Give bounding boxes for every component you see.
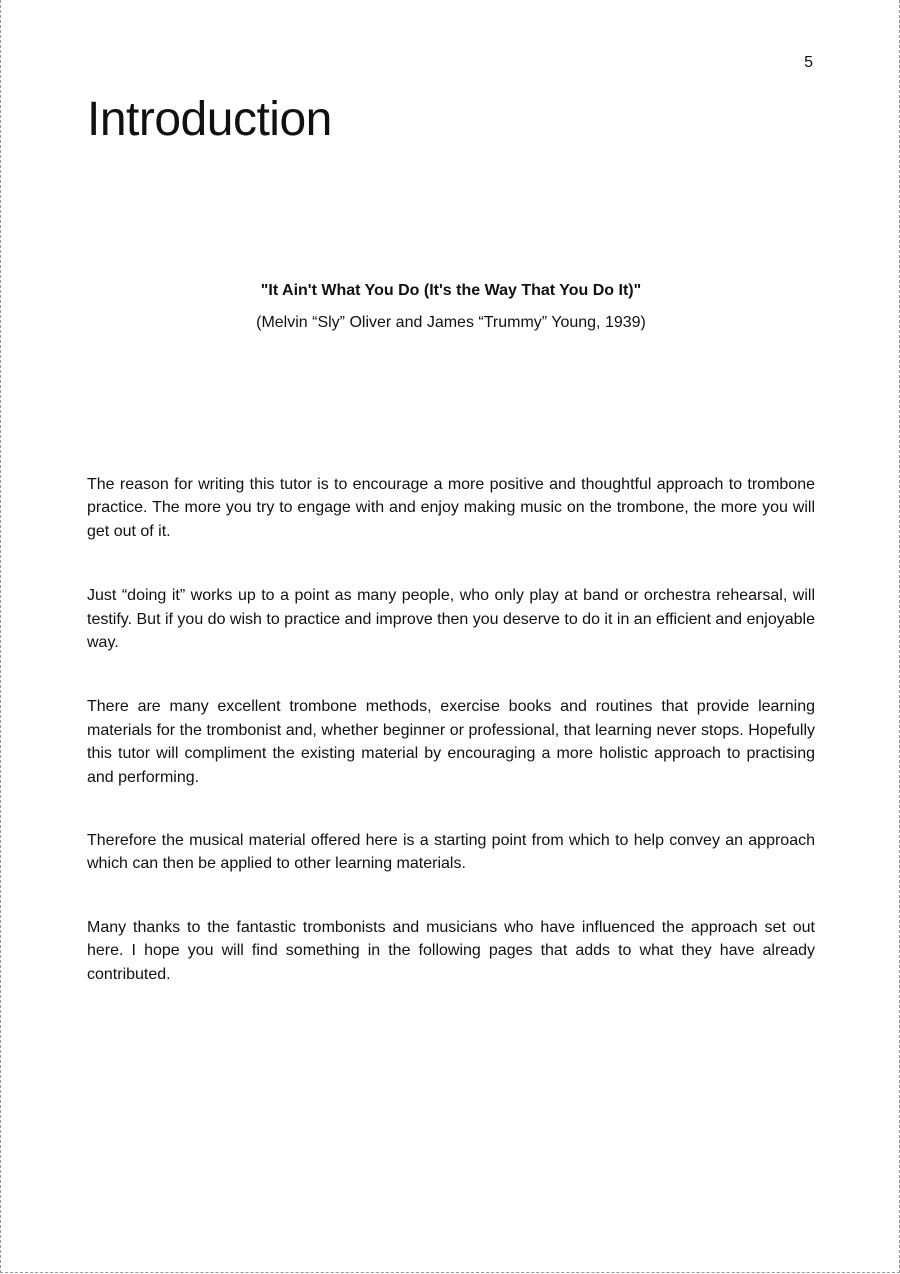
- page-number: 5: [804, 54, 813, 71]
- epigraph-attribution: (Melvin “Sly” Oliver and James “Trummy” Young, 1939): [256, 314, 646, 331]
- epigraph-title: "It Ain't What You Do (It's the Way That You Do It)": [260, 282, 642, 299]
- paragraph-purpose: The reason for writing this tutor is to encourage a more positive and thoughtful approach to trombone practice. The more you try to engage with and enjoy making music on the trombone, the more you will get out of it.: [87, 476, 815, 540]
- paragraph-doing-it: Just “doing it” works up to a point as many people, who only play at band or orchestra rehearsal, will testify. But if you do wish to practice and improve then you deserve to do it in an efficient and enjoyable way.: [87, 587, 815, 652]
- paragraph-thanks: Many thanks to the fantastic trombonists and musicians who have influenced the approach set out here. I hope you will find something in the following pages that adds to what they have already contributed.: [87, 918, 815, 983]
- epigraph: [1, 280, 900, 334]
- body-text: [87, 473, 815, 1027]
- page-title: Introduction: [87, 93, 332, 146]
- paragraph-methods: There are many excellent trombone methods, exercise books and routines that provide learning materials for the trombonist and, whether beginner or professional, that learning never stops. Hopefully this tutor will compliment the existing material by encouraging a more holistic approach to practising and performing.: [87, 698, 815, 786]
- paragraph-material: Therefore the musical material offered here is a starting point from which to help convey an approach which can then be applied to other learning materials.: [87, 832, 815, 873]
